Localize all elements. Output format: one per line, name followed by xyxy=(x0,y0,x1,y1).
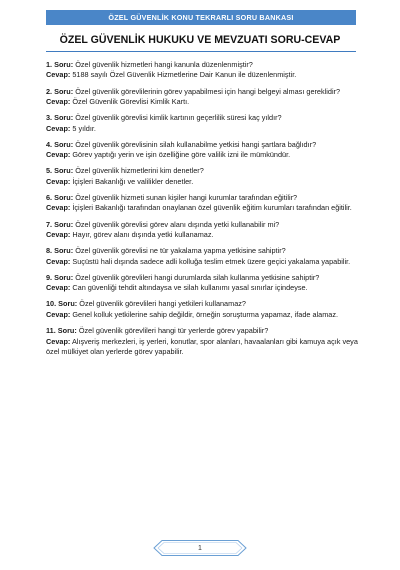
qa-item xyxy=(46,166,362,187)
title-underline xyxy=(46,51,356,52)
answer xyxy=(46,337,362,358)
question xyxy=(46,140,362,150)
answer xyxy=(46,124,362,134)
answer xyxy=(46,97,362,107)
qa-item xyxy=(46,87,362,108)
question-text: Özel güvenlik görevlisi ne tür yakalama yapma yetkisine sahiptir? xyxy=(75,246,286,256)
answer xyxy=(46,230,362,240)
question xyxy=(46,113,362,123)
header-banner: ÖZEL GÜVENLİK KONU TEKRARLI SORU BANKASI xyxy=(46,10,356,25)
qa-item xyxy=(46,273,362,294)
qa-item xyxy=(46,246,362,267)
page-number-frame xyxy=(152,539,248,557)
answer-label: Cevap: xyxy=(46,256,71,266)
qa-list xyxy=(46,60,362,363)
answer xyxy=(46,203,362,213)
answer-label: Cevap: xyxy=(46,336,71,346)
question xyxy=(46,326,362,336)
answer-label: Cevap: xyxy=(46,150,71,160)
question-label: 11. Soru: xyxy=(46,326,77,336)
answer-label: Cevap: xyxy=(46,230,71,240)
qa-item xyxy=(46,60,362,81)
answer xyxy=(46,257,362,267)
question-label: 9. Soru: xyxy=(46,272,74,282)
question-text: Özel güvenlik hizmetlerini kim denetler? xyxy=(75,166,204,176)
answer-label: Cevap: xyxy=(46,309,71,319)
answer-text: Genel kolluk yetkilerine sahip değildir, örneğin soruşturma yapamaz, ifade alamaz. xyxy=(72,309,339,319)
answer-text: 5 yıldır. xyxy=(72,123,96,133)
question-text: Özel güvenlik görevlileri hangi yetkileri kullanamaz? xyxy=(79,299,246,309)
answer-label: Cevap: xyxy=(46,283,71,293)
question xyxy=(46,87,362,97)
question-label: 7. Soru: xyxy=(46,219,74,229)
page-title: ÖZEL GÜVENLİK HUKUKU VE MEVZUATI SORU-CEVAP xyxy=(59,34,341,46)
question-text: Özel güvenlik hizmeti sunan kişiler hangi kurumlar tarafından eğitilir? xyxy=(75,193,298,203)
question-label: 8. Soru: xyxy=(46,246,74,256)
qa-item xyxy=(46,113,362,134)
question-text: Özel güvenlik görevlilerinin görev yapabilmesi için hangi belgeyi alması gereklidir? xyxy=(75,86,341,96)
qa-item xyxy=(46,326,362,357)
answer-label: Cevap: xyxy=(46,97,71,107)
question xyxy=(46,246,362,256)
answer-text: 5188 sayılı Özel Güvenlik Hizmetlerine Dair Kanun ile düzenlenmiştir. xyxy=(72,70,297,80)
question xyxy=(46,60,362,70)
answer-text: Hayır, görev alanı dışında yetki kullanamaz. xyxy=(72,230,214,240)
question-label: 10. Soru: xyxy=(46,299,78,309)
qa-item xyxy=(46,299,362,320)
qa-item xyxy=(46,140,362,161)
question xyxy=(46,220,362,230)
question-text: Özel güvenlik görevlisi kimlik kartının geçerlilik süresi kaç yıldır? xyxy=(75,113,282,123)
question xyxy=(46,166,362,176)
answer-text: Can güvenliği tehdit altındaysa ve silah kullanımı yasal sınırlar içindeyse. xyxy=(72,283,308,293)
answer xyxy=(46,177,362,187)
answer-label: Cevap: xyxy=(46,123,71,133)
answer-text: Görev yaptığı yerin ve işin özelliğine göre valilik izni ile mümkündür. xyxy=(72,150,291,160)
question xyxy=(46,273,362,283)
answer-label: Cevap: xyxy=(46,70,71,80)
answer-text: Özel Güvenlik Görevlisi Kimlik Kartı. xyxy=(72,97,190,107)
question-label: 3. Soru: xyxy=(46,113,74,123)
question-text: Özel güvenlik görevlisi görev alanı dışında yetki kullanabilir mi? xyxy=(75,219,280,229)
answer xyxy=(46,70,362,80)
answer-text: Suçüstü hali dışında sadece adli kolluğa teslim etmek üzere geçici yakalama yapabilir. xyxy=(72,256,351,266)
question-text: Özel güvenlik görevlileri hangi tür yerlerde görev yapabilir? xyxy=(78,326,269,336)
question xyxy=(46,193,362,203)
question-text: Özel güvenlik hizmetleri hangi kanunla düzenlenmiştir? xyxy=(75,60,253,69)
question-label: 1. Soru: xyxy=(46,60,74,69)
answer xyxy=(46,283,362,293)
answer xyxy=(46,310,362,320)
qa-item xyxy=(46,220,362,241)
page-number: 1 xyxy=(198,544,202,552)
answer-text: İçişleri Bakanlığı tarafından onaylanan özel güvenlik eğitim kurumları tarafından eğitilir. xyxy=(72,203,352,213)
answer-text: İçişleri Bakanlığı ve valilikler denetler. xyxy=(72,176,194,186)
question-label: 5. Soru: xyxy=(46,166,74,176)
answer-text: Alışveriş merkezleri, iş yerleri, konutlar, spor alanları, havaalanları gibi kamuya açık veya özel mülkiyet olan yerlerde görev yapabilir. xyxy=(46,336,358,356)
question xyxy=(46,299,362,309)
question-label: 6. Soru: xyxy=(46,193,74,203)
question-label: 4. Soru: xyxy=(46,139,74,149)
question-label: 2. Soru: xyxy=(46,86,74,96)
qa-item xyxy=(46,193,362,214)
question-text: Özel güvenlik görevlileri hangi durumlarda silah kullanma yetkisine sahiptir? xyxy=(75,272,320,282)
answer-label: Cevap: xyxy=(46,203,71,213)
question-text: Özel güvenlik görevlisinin silah kullanabilme yetkisi hangi şartlara bağlıdır? xyxy=(75,139,317,149)
answer-label: Cevap: xyxy=(46,176,71,186)
answer xyxy=(46,150,362,160)
